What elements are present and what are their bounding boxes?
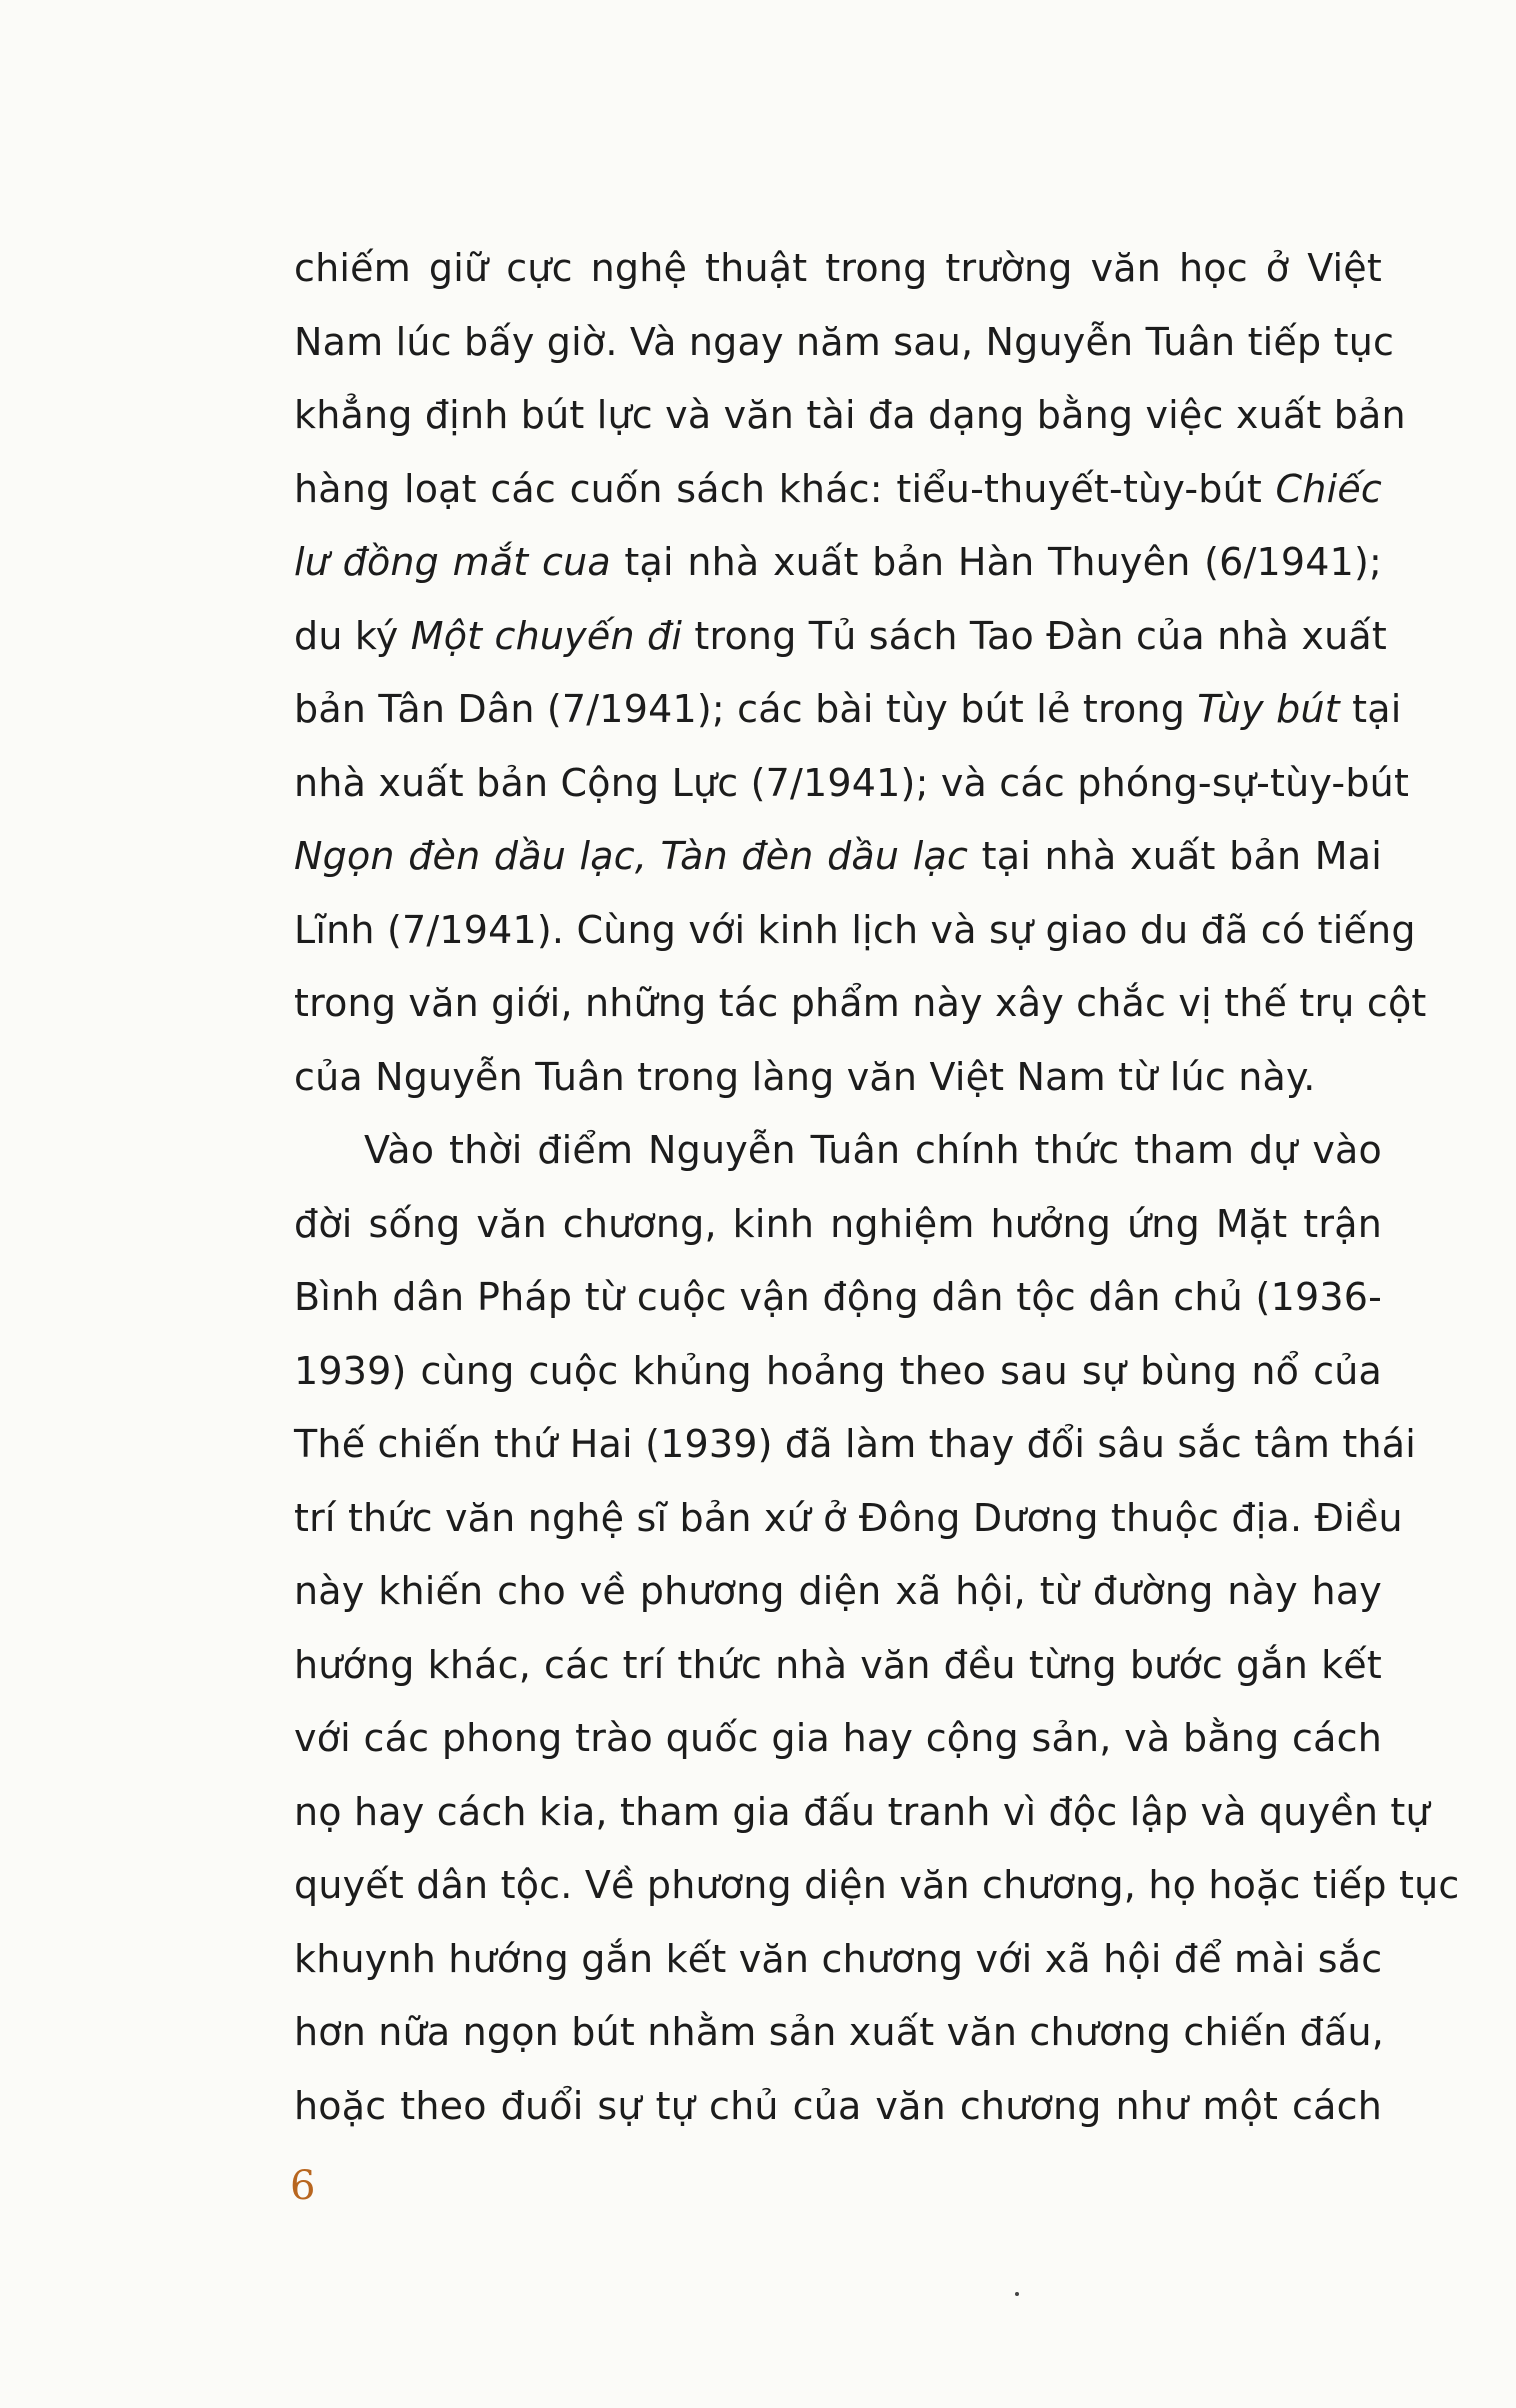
text-segment: 1939) cùng cuộc khủng hoảng theo sau sự bùng nổ của — [294, 1348, 1382, 1393]
italic-title: lư đồng mắt cua — [294, 540, 611, 584]
text-segment: nọ hay cách kia, tham gia đấu tranh vì độc lập và quyền tự — [294, 1789, 1430, 1834]
text-line — [294, 600, 1387, 674]
text-line — [294, 1188, 1382, 1262]
text-segment: Vào thời điểm Nguyễn Tuân chính thức tham dự vào — [364, 1128, 1382, 1172]
text-segment: du ký — [294, 613, 411, 658]
text-line — [294, 1482, 1403, 1556]
text-segment: hơn nữa ngọn bút nhằm sản xuất văn chương chiến đấu, — [294, 2010, 1385, 2054]
text-segment: với các phong trào quốc gia hay cộng sản, và bằng cách — [294, 1716, 1382, 1760]
text-line — [294, 379, 1406, 453]
text-line — [294, 453, 1382, 527]
text-segment: Bình dân Pháp từ cuộc vận động dân tộc dân chủ (1936- — [294, 1275, 1382, 1319]
text-line — [294, 1114, 1382, 1188]
text-segment: quyết dân tộc. Về phương diện văn chương, họ hoặc tiếp tục — [294, 1863, 1460, 1907]
text-segment: tại nhà xuất bản Hàn Thuyên (6/1941); — [610, 540, 1383, 584]
text-segment: trong Tủ sách Tao Đàn của nhà xuất — [682, 613, 1387, 658]
text-segment: tại nhà xuất bản Mai — [968, 834, 1382, 878]
text-line — [294, 1408, 1416, 1482]
text-line — [294, 2070, 1382, 2144]
italic-title: Chiếc — [1275, 466, 1382, 511]
text-segment: hướng khác, các trí thức nhà văn đều từng bước gắn kết — [294, 1642, 1382, 1687]
text-segment: này khiến cho về phương diện xã hội, từ đường này hay — [294, 1569, 1382, 1613]
text-line — [294, 1629, 1382, 1703]
text-segment: hàng loạt các cuốn sách khác: tiểu-thuyết-tùy-bút — [294, 466, 1276, 511]
text-line — [294, 1702, 1382, 1776]
text-line — [294, 894, 1416, 968]
text-line — [294, 673, 1402, 747]
text-segment: trí thức văn nghệ sĩ bản xứ ở Đông Dương thuộc địa. Điều — [294, 1495, 1403, 1540]
text-segment: trong văn giới, những tác phẩm này xây chắc vị thế trụ cột — [294, 981, 1427, 1025]
text-segment: của Nguyễn Tuân trong làng văn Việt Nam từ lúc này. — [294, 1054, 1316, 1099]
text-line — [294, 820, 1382, 894]
text-segment: chiếm giữ cực nghệ thuật trong trường văn học ở Việt — [294, 246, 1382, 290]
text-line — [294, 1041, 1382, 1115]
text-line — [294, 1849, 1460, 1923]
text-segment: nhà xuất bản Cộng Lực (7/1941); và các phóng-sự-tùy-bút — [294, 760, 1410, 805]
body-text — [294, 232, 1460, 2143]
text-segment: khuynh hướng gắn kết văn chương với xã hội để mài sắc — [294, 1936, 1383, 1981]
text-segment: hoặc theo đuổi sự tự chủ của văn chương như một cách — [294, 2083, 1382, 2128]
text-line — [294, 232, 1382, 306]
page-number: 6 — [290, 2163, 316, 2209]
text-line — [294, 306, 1395, 380]
text-line — [294, 1923, 1382, 1997]
text-line — [294, 1996, 1385, 2070]
text-segment: Lĩnh (7/1941). Cùng với kinh lịch và sự giao du đã có tiếng — [294, 907, 1416, 952]
text-segment: bản Tân Dân (7/1941); các bài tùy bút lẻ trong — [294, 687, 1198, 731]
text-line — [294, 1261, 1382, 1335]
text-segment: Nam lúc bấy giờ. Và ngay năm sau, Nguyễn Tuân tiếp tục — [294, 319, 1395, 364]
text-line — [294, 967, 1427, 1041]
text-line — [294, 526, 1382, 600]
text-segment: đời sống văn chương, kinh nghiệm hưởng ứng Mặt trận — [294, 1201, 1382, 1246]
text-segment: tại — [1339, 687, 1402, 731]
text-line — [294, 1335, 1382, 1409]
text-segment: Thế chiến thứ Hai (1939) đã làm thay đổi sâu sắc tâm thái — [294, 1422, 1416, 1466]
text-line — [294, 1555, 1382, 1629]
italic-title: Ngọn đèn dầu lạc, Tàn đèn dầu lạc — [294, 834, 969, 878]
italic-title: Tùy bút — [1197, 687, 1340, 731]
italic-title: Một chuyến đi — [410, 613, 683, 658]
text-line — [294, 1776, 1430, 1850]
scan-speck — [1015, 2292, 1019, 2296]
text-segment: khẳng định bút lực và văn tài đa dạng bằng việc xuất bản — [294, 393, 1406, 437]
text-line — [294, 747, 1410, 821]
